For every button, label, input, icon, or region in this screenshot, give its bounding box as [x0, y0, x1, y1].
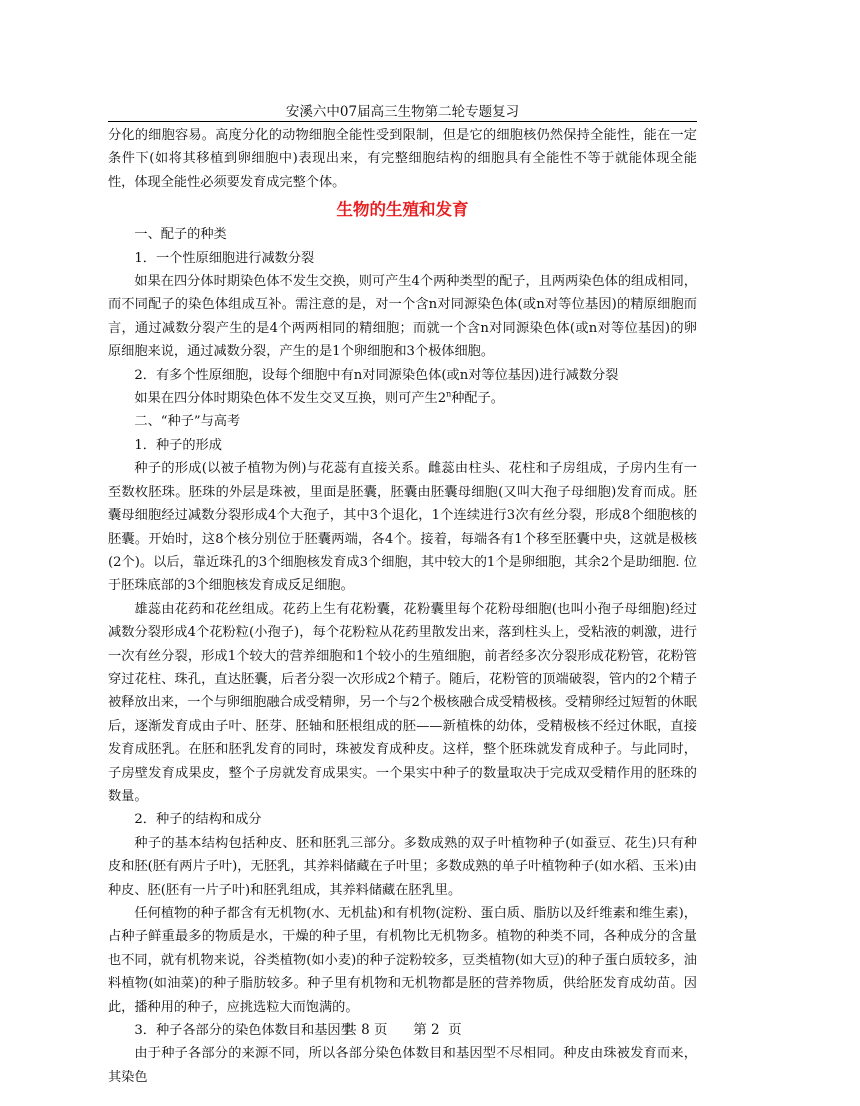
paragraph-multi-cell-meiosis — [108, 387, 697, 410]
heading-gamete-types: 一、配子的种类 — [134, 227, 227, 243]
intro-paragraph: 分化的细胞容易。高度分化的动物细胞全能性受到限制，但是它的细胞核仍然保持全能性，能在一定条件下(如将其移植到卵细胞中)表现出来，有完整细胞结构的细胞具有全能性不等于就能体现全能性，体现全能性必须要发育成完整个体。 — [108, 128, 697, 190]
subheading-chromosome-genotype: 3．种子各部分的染色体数目和基因型 — [134, 1023, 354, 1039]
subheading-seed-formation: 1．种子的形成 — [134, 437, 222, 453]
header-rule — [108, 121, 697, 122]
subheading-seed-structure: 2．种子的结构和成分 — [134, 812, 262, 828]
paragraph-seed-structure: 种子的基本结构包括种皮、胚和胚乳三部分。多数成熟的双子叶植物种子(如蚕豆、花生)只有种皮和胚(胚有两片子叶)，无胚乳，其养料储藏在子叶里；多数成熟的单子叶植物种子(如水稻、玉米)由种皮、胚(胚有一片子叶)和胚乳组成，其养料储藏在胚乳里。 — [108, 835, 697, 898]
paragraph-pistil: 种子的形成(以被子植物为例)与花蕊有直接关系。雌蕊由柱头、花柱和子房组成，子房内生有一至数枚胚珠。胚珠的外层是珠被，里面是胚囊，胚囊由胚囊母细胞(又叫大孢子母细胞)发育而成。胚囊母细胞经过减数分裂形成4个大孢子，其中3个退化，1个连续进行3次有丝分裂，形成8个细胞核的胚囊。开始时，这8个核分别位于胚囊两端，各4个。接着，每端各有1个移至胚囊中央，这就是极核(2个)。以后，靠近珠孔的3个细胞核发育成3个细胞，其中较大的1个是卵细胞，其余2个是助细胞. 位于胚珠底部的3个细胞核发育成反足细胞。 — [108, 461, 697, 594]
section-title: 生物的生殖和发育 — [336, 200, 469, 220]
subheading-multi-cell-meiosis: 2．有多个性原细胞，设每个细胞中有n对同源染色体(或n对等位基因)进行减数分裂 — [134, 367, 619, 383]
exponent-n: n — [446, 389, 452, 399]
page-footer: 共 8 页 第 2 页 — [343, 1022, 462, 1038]
paragraph-stamen: 雄蕊由花药和花丝组成。花药上生有花粉囊，花粉囊里每个花粉母细胞(也叫小孢子母细胞)经过减数分裂形成4个花粉粒(小孢子)，每个花粉粒从花药里散发出来，落到柱头上，受粘液的刺激，进行一次有丝分裂，形成1个较大的营养细胞和1个较小的生殖细胞，前者经多次分裂形成花粉管，花粉管穿过花柱、珠孔，直达胚囊，后者分裂一次形成2个精子。随后，花粉管的顶端破裂，管内的2个精子被释放出来，一个与卵细胞融合成受精卵，另一个与2个极核融合成受精极核。受精卵经过短暂的休眠后，逐渐发育成由子叶、胚芽、胚轴和胚根组成的胚——新植株的幼体，受精极核不经过休眠，直接发育成胚乳。在胚和胚乳发育的同时，珠被发育成种皮。这样，整个胚珠就发育成种子。与此同时，子房壁发育成果皮，整个子房就发育成果实。一个果实中种子的数量取决于完成双受精作用的胚珠的数量。 — [108, 601, 697, 804]
subheading-one-cell-meiosis: 1．一个性原细胞进行减数分裂 — [134, 250, 315, 266]
page-body — [108, 124, 697, 1089]
paragraph-seed-composition: 任何植物的种子都含有无机物(水、无机盐)和有机物(淀粉、蛋白质、脂肪以及纤维素和维生素)，占种子鲜重最多的物质是水，干燥的种子里，有机物比无机物多。植物的种类不同，各种成分的含量也不同，就有机物来说，谷类植物(如小麦)的种子淀粉较多，豆类植物(如大豆)的种子蛋白质较多，油料植物(如油菜)的种子脂肪较多。种子里有机物和无机物都是胚的营养物质，供给胚发育成幼苗。因此，播种用的种子，应挑选粒大而饱满的。 — [108, 906, 697, 1015]
multi-cell-text-after: 种配子。 — [451, 391, 504, 407]
multi-cell-text-before: 如果在四分体时期染色体不发生交叉互换，则可产生2 — [134, 391, 447, 407]
paragraph-chromosome-genotype: 由于种子各部分的来源不同，所以各部分染色体数目和基因型不尽相同。种皮由珠被发育而来，其染色 — [108, 1046, 697, 1085]
heading-seeds: 二、“种子”与高考 — [134, 414, 241, 430]
paragraph-one-cell-meiosis: 如果在四分体时期染色体不发生交换，则可产生4个两种类型的配子，且两两染色体的组成相同，而不同配子的染色体组成互补。需注意的是，对一个含n对同源染色体(或n对等位基因)的精原细胞而言，通过减数分裂产生的是4个两两相同的精细胞；而就一个含n对同源染色体(或n对等位基因)的卵原细胞来说，通过减数分裂，产生的是1个卵细胞和3个极体细胞。 — [108, 274, 697, 360]
page-header: 安溪六中07届高三生物第二轮专题复习 — [285, 104, 520, 120]
